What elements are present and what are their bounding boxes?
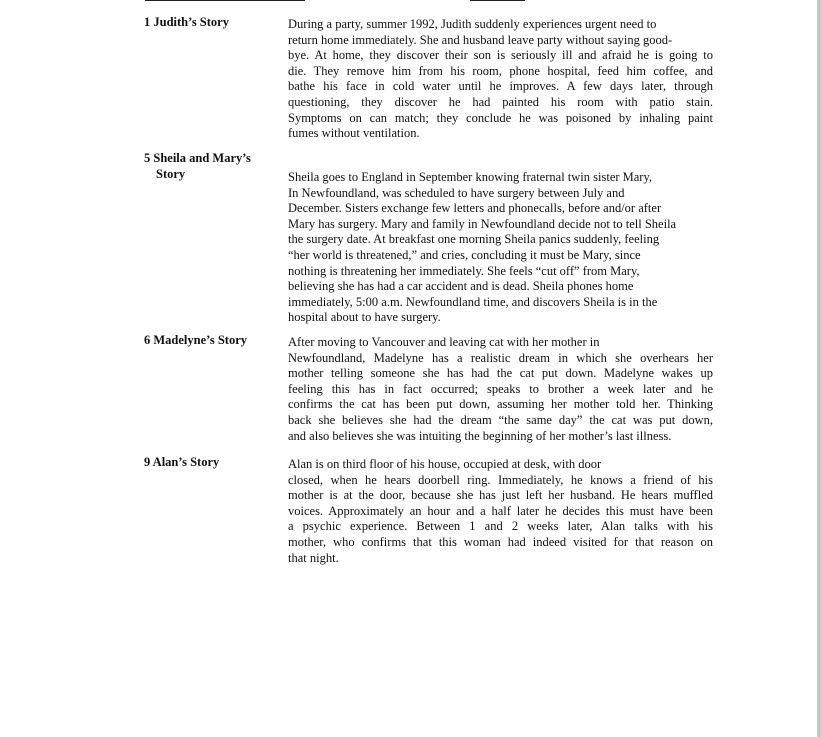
text-line: December. Sisters exchange few letters and phonecalls, before and/or after [288, 201, 662, 216]
top-rule-left [145, 0, 305, 1]
text-line: mother is at the door, because she has just left her husband. He hears muffled [288, 488, 713, 503]
text-line: hospital about to have surgery. [288, 310, 441, 325]
text-line: During a party, summer 1992, Judith suddenly experiences urgent need to [288, 17, 657, 31]
page-edge-scrollbar-track [817, 0, 821, 737]
text-line: questioning, they discover he had painted his room with patio stain. [288, 94, 713, 109]
top-rule-right [470, 0, 525, 1]
text-line: “her world is threatened,” and cries, concluding it must be Mary, since [288, 247, 641, 262]
story-title-sheila-mary [144, 151, 279, 182]
story-text-judith [288, 17, 713, 142]
story-title-line: 1 Judith’s Story [144, 15, 229, 29]
story-text-alan [288, 457, 713, 566]
text-line: bye. At home, they discover their son is seriously ill and afraid he is going to [288, 48, 713, 63]
story-title-madelyne [144, 333, 279, 349]
text-line: Alan is on third floor of his house, occupied at desk, with door [288, 457, 602, 471]
story-text-sheila-mary [288, 170, 713, 326]
text-line: believing she has had a car accident and is dead. Sheila phones home [288, 279, 634, 294]
story-title-judith [144, 15, 279, 31]
text-line: bathe his face in cold water until he improves. A few days later, through [288, 79, 713, 94]
text-line: a psychic experience. Between 1 and 2 weeks later, Alan talks with his [288, 519, 713, 534]
text-line: fumes without ventilation. [288, 126, 420, 141]
text-line: feeling this has in fact occurred; speaks to brother a week later and he [288, 381, 713, 396]
text-line: back she believes she had the dream “the same day” the cat was put down, [288, 412, 713, 427]
text-line: confirms the cat has been put down, assuming her mother told her. Thinking [288, 397, 713, 412]
text-line: immediately, 5:00 a.m. Newfoundland time, and discovers Sheila is in the [288, 294, 658, 309]
text-line: voices. Approximately an hour and a half later he decides this must have been [288, 503, 713, 518]
text-line: closed, when he hears doorbell ring. Immediately, he knows a friend of his [288, 472, 713, 487]
text-line: Sheila goes to England in September knowing fraternal twin sister Mary, [288, 170, 653, 184]
text-line: nothing is threatening her immediately. She feels “cut off” from Mary, [288, 263, 640, 278]
text-line: that night. [288, 550, 339, 565]
text-line: and also believes she was intuiting the beginning of her mother’s last illness. [288, 428, 672, 443]
story-title-line: 5 Sheila and Mary’s [144, 151, 251, 165]
story-text-madelyne [288, 335, 713, 444]
text-line: return home immediately. She and husband leave party without saying good- [288, 32, 673, 47]
story-title-line: Story [156, 166, 186, 181]
text-line: Newfoundland, Madelyne has a realistic dream in which she overhears her [288, 350, 713, 365]
text-line: After moving to Vancouver and leaving cat with her mother in [288, 335, 600, 349]
text-line: Mary has surgery. Mary and family in Newfoundland decide not to tell Sheila [288, 216, 677, 231]
story-title-line: 9 Alan’s Story [144, 455, 220, 469]
story-title-alan [144, 455, 279, 471]
text-line: mother, who confirms that this woman had indeed visited for that reason on [288, 534, 713, 549]
text-line: the surgery date. At breakfast one morning Sheila panics suddenly, feeling [288, 232, 660, 247]
text-line: die. They remove him from his room, phone hospital, feed him coffee, and [288, 63, 713, 78]
text-line: Symptoms on can match; they conclude he was poisoned by inhaling paint [288, 110, 713, 125]
text-line: In Newfoundland, was scheduled to have surgery between July and [288, 185, 625, 200]
story-title-line: 6 Madelyne’s Story [144, 333, 247, 347]
text-line: mother telling someone she has had the cat put down. Madelyne wakes up [288, 366, 713, 381]
